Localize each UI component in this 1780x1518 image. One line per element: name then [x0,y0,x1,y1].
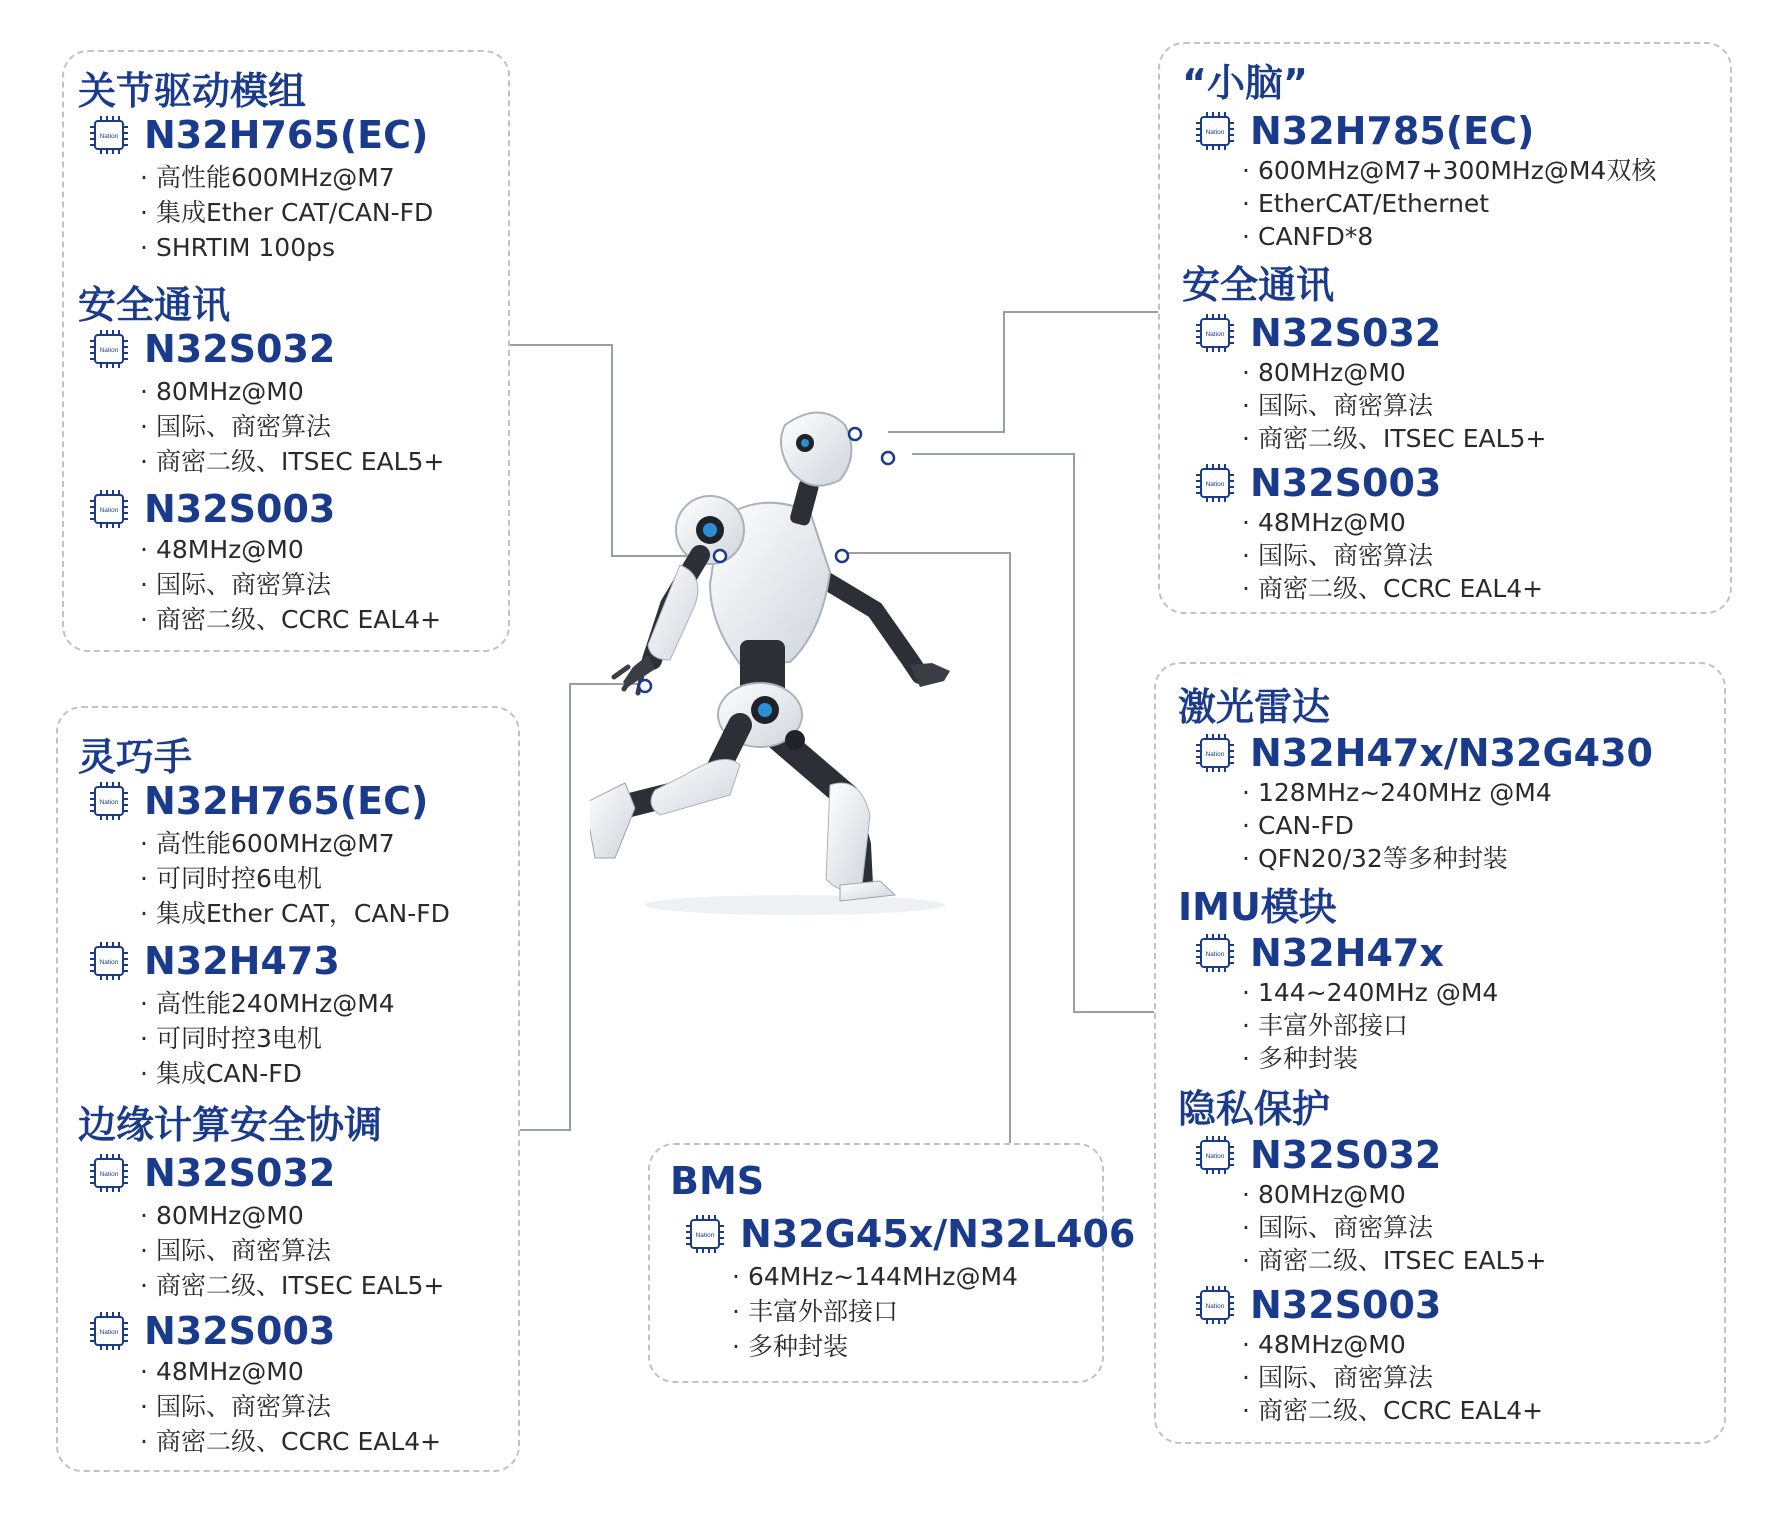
feature-item: · 144~240MHz @M4 [1242,976,1498,1009]
chip-name: N32S003 [144,1309,336,1353]
chip-icon [684,1213,726,1255]
chip-icon [1194,1284,1236,1326]
chip-icon [1194,732,1236,774]
chip-name: N32H785(EC) [1250,109,1535,153]
chip-icon [88,114,130,156]
section-title-secure-comm: 安全通讯 [1182,263,1335,307]
feature-item: · 丰富外部接口 [1242,1009,1498,1042]
feature-item: · 48MHz@M0 [140,532,441,567]
feature-item: · 80MHz@M0 [1242,356,1546,389]
humanoid-robot-image [590,405,1010,925]
feature-item: · 高性能600MHz@M7 [140,826,450,861]
feature-item: · CAN-FD [1242,809,1552,842]
chip-name: N32H47x [1250,931,1444,975]
chip-icon [88,1310,130,1352]
panel-sensors [1154,662,1726,1444]
chip-name: N32S032 [144,1151,336,1195]
feature-item: · 国际、商密算法 [1242,539,1543,572]
chip-name: N32S003 [1250,461,1442,505]
panel-joint-drive [62,50,510,652]
chip-icon [1194,312,1236,354]
feature-item: · 国际、商密算法 [140,409,444,444]
feature-list [1242,1328,1543,1427]
feature-list [1242,154,1656,253]
feature-list [140,986,395,1091]
chip-name: N32G45x/N32L406 [740,1212,1136,1256]
panel-bms [648,1143,1136,1383]
feature-item: · 商密二级、CCRC EAL4+ [1242,1394,1543,1427]
feature-list [140,1198,444,1303]
feature-item: · 商密二级、CCRC EAL4+ [140,602,441,637]
panel-cerebellum [1158,42,1732,614]
feature-item: · 多种封装 [1242,1042,1498,1075]
feature-item: · 可同时控3电机 [140,1021,395,1056]
chip-name: N32H765(EC) [144,113,429,157]
feature-item: · 128MHz~240MHz @M4 [1242,776,1552,809]
feature-list [140,374,444,479]
feature-item: · 80MHz@M0 [1242,1178,1546,1211]
feature-item: · 集成CAN-FD [140,1056,395,1091]
feature-item: · 商密二级、ITSEC EAL5+ [1242,1244,1546,1277]
feature-list [1242,976,1498,1075]
feature-item: · 高性能240MHz@M4 [140,986,395,1021]
chip-name: N32S032 [144,327,336,371]
chip-name: N32H765(EC) [144,779,429,823]
chip-name: N32H47x/N32G430 [1250,731,1653,775]
feature-item: · 国际、商密算法 [1242,1361,1543,1394]
feature-item: · EtherCAT/Ethernet [1242,187,1656,220]
feature-item: · 48MHz@M0 [140,1354,441,1389]
feature-item: · CANFD*8 [1242,220,1656,253]
chip-icon [88,488,130,530]
feature-list [140,826,450,931]
feature-list [1242,506,1543,605]
chip-icon [1194,932,1236,974]
chip-icon [1194,1134,1236,1176]
feature-item: · 国际、商密算法 [140,1233,444,1268]
chip-icon [1194,110,1236,152]
chip-name: N32H473 [144,939,340,983]
chip-icon [88,328,130,370]
feature-list [732,1259,1018,1364]
feature-item: · 国际、商密算法 [1242,389,1546,422]
feature-item: · 商密二级、CCRC EAL4+ [140,1424,441,1459]
section-title-edge-computing: 边缘计算安全协调 [78,1103,383,1147]
feature-list [140,160,433,265]
feature-item: · 商密二级、ITSEC EAL5+ [140,1268,444,1303]
feature-item: · 国际、商密算法 [140,567,441,602]
feature-item: · SHRTIM 100ps [140,230,433,265]
feature-item: · 80MHz@M0 [140,374,444,409]
feature-list [1242,356,1546,455]
section-title-cerebellum: “小脑” [1182,61,1308,105]
feature-item: · 丰富外部接口 [732,1294,1018,1329]
chip-icon [88,780,130,822]
feature-item: · 600MHz@M7+300MHz@M4双核 [1242,154,1656,187]
chip-name: N32S003 [144,487,336,531]
chip-icon [88,1152,130,1194]
section-title-privacy: 隐私保护 [1178,1087,1331,1131]
feature-item: · 国际、商密算法 [1242,1211,1546,1244]
feature-item: · 商密二级、ITSEC EAL5+ [140,444,444,479]
feature-item: · 国际、商密算法 [140,1389,441,1424]
section-title-dexterous-hand: 灵巧手 [78,735,193,779]
chip-icon [88,940,130,982]
feature-item: · 商密二级、CCRC EAL4+ [1242,572,1543,605]
section-title-bms: BMS [670,1159,765,1203]
feature-list [140,532,441,637]
feature-list [1242,776,1552,875]
feature-item: · QFN20/32等多种封装 [1242,842,1552,875]
feature-item: · 集成Ether CAT，CAN-FD [140,896,450,931]
feature-item: · 80MHz@M0 [140,1198,444,1233]
feature-item: · 商密二级、ITSEC EAL5+ [1242,422,1546,455]
feature-item: · 高性能600MHz@M7 [140,160,433,195]
panel-dexterous-hand [56,706,520,1472]
chip-name: N32S032 [1250,311,1442,355]
feature-item: · 48MHz@M0 [1242,506,1543,539]
feature-item: · 集成Ether CAT/CAN-FD [140,195,433,230]
feature-list [140,1354,441,1459]
section-title-lidar: 激光雷达 [1178,685,1331,729]
section-title-secure-comm: 安全通讯 [78,283,231,327]
feature-item: · 可同时控6电机 [140,861,450,896]
feature-item: · 48MHz@M0 [1242,1328,1543,1361]
feature-list [1242,1178,1546,1277]
chip-icon [1194,462,1236,504]
chip-name: N32S032 [1250,1133,1442,1177]
section-title-imu: IMU模块 [1178,885,1337,929]
section-title-joint-drive: 关节驱动模组 [78,69,307,113]
feature-item: · 多种封装 [732,1329,1018,1364]
feature-item: · 64MHz~144MHz@M4 [732,1259,1018,1294]
chip-name: N32S003 [1250,1283,1442,1327]
